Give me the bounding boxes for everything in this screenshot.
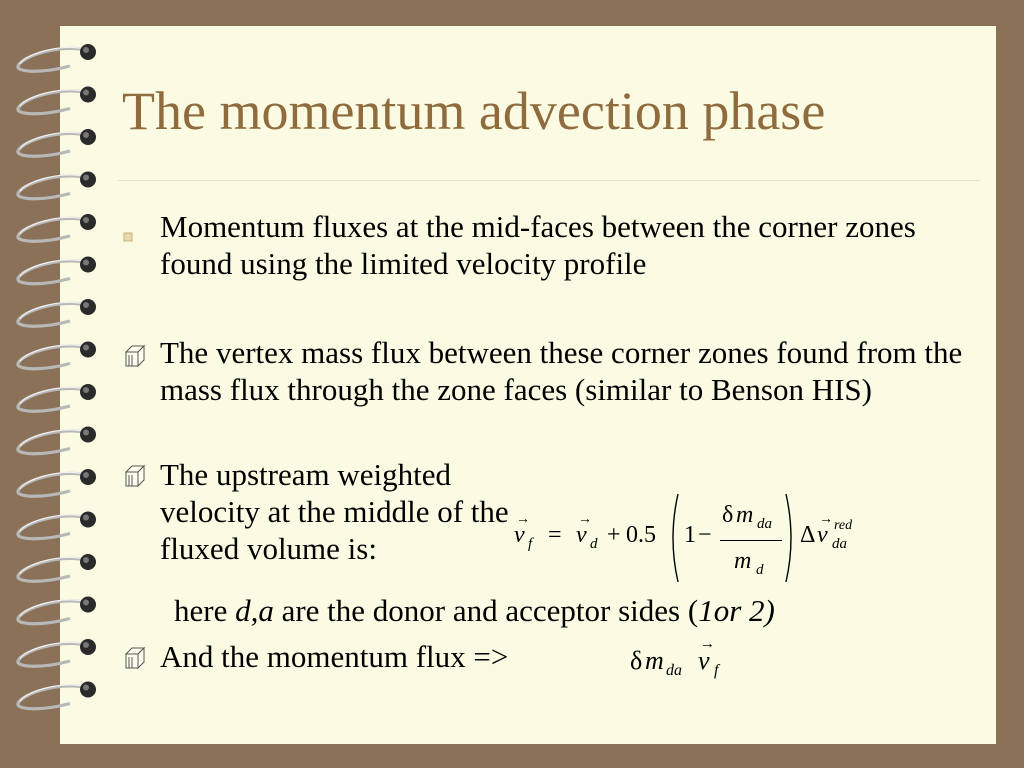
- eq-Delta: Δ: [800, 522, 816, 548]
- spiral-wire: [18, 176, 86, 199]
- right-paren: [782, 492, 798, 584]
- eq-sup-red: red: [834, 518, 853, 533]
- eq-equals: =: [548, 522, 562, 548]
- spiral-wire: [18, 218, 86, 241]
- spiral-wire: [18, 261, 86, 284]
- vector-arrow: →: [516, 512, 530, 527]
- eq-vec-v-da: v: [817, 522, 828, 548]
- book-pages-icon: [122, 342, 148, 370]
- bullet-4: [160, 638, 620, 675]
- bullet-3-text: The upstream weighted velocity at the middle of the fluxed volume is:: [160, 457, 509, 566]
- vector-arrow: →: [700, 636, 715, 652]
- spiral-wire: [18, 388, 86, 411]
- bullet-2: [160, 334, 990, 408]
- spiral-wire: [18, 48, 86, 71]
- bullet-1-text: Momentum fluxes at the mid-faces between the corner zones found using the limited velocity profile: [160, 209, 916, 281]
- note-suffix: ): [764, 593, 775, 628]
- spiral-wire: [18, 303, 86, 326]
- flux-v: v: [698, 646, 710, 675]
- small-square-bullet-icon: [122, 228, 134, 242]
- vector-arrow: →: [819, 512, 833, 527]
- eq-sub-da: da: [757, 516, 772, 532]
- eq-one: 1: [684, 522, 696, 548]
- eq-m-den: m: [734, 548, 752, 574]
- bullet-1: [160, 208, 990, 282]
- fraction-bar: [720, 540, 782, 541]
- left-paren: [666, 492, 682, 584]
- eq-delta: δ: [722, 502, 734, 528]
- spiral-wire: [18, 431, 86, 454]
- flux-delta: δ: [630, 646, 643, 675]
- eq-plus: +: [607, 522, 621, 548]
- spiral-wire: [18, 346, 86, 369]
- spiral-wire: [18, 473, 86, 496]
- note-middle: are the donor and acceptor sides (: [273, 593, 699, 628]
- eq-coef: 0.5: [626, 522, 656, 548]
- spiral-wire: [18, 516, 86, 539]
- slide-title: The momentum advection phase: [122, 81, 826, 141]
- spiral-binding: [0, 0, 110, 768]
- spiral-wire: [18, 91, 86, 114]
- note-prefix: here: [174, 593, 236, 628]
- bullet-3: [160, 456, 520, 567]
- spiral-wire: [18, 558, 86, 581]
- flux-m: m: [645, 646, 664, 675]
- eq-sub-da2: da: [832, 536, 847, 552]
- book-pages-icon: [122, 462, 148, 490]
- spiral-wire: [18, 643, 86, 666]
- eq-m-num: m: [736, 502, 754, 528]
- book-pages-icon: [122, 644, 148, 672]
- title-divider: [118, 180, 980, 181]
- note-paren: 1or 2: [698, 593, 765, 628]
- vector-arrow: →: [578, 512, 592, 527]
- spiral-wire: [18, 601, 86, 624]
- eq-vec-v-f: v: [514, 522, 525, 548]
- flux-sub-f: f: [714, 662, 719, 679]
- bullet-2-text: The vertex mass flux between these corner zones found from the mass flux through the zone faces (similar to Benson HIS): [160, 335, 963, 407]
- eq-vec-v-d: v: [576, 522, 587, 548]
- eq-sub-f: f: [528, 536, 533, 552]
- eq-sub-d: d: [590, 536, 598, 552]
- bullet-4-text: And the momentum flux =>: [160, 639, 509, 674]
- eq-sub-d2: d: [756, 562, 764, 578]
- flux-sub-da: da: [666, 662, 682, 679]
- spiral-wire: [18, 133, 86, 156]
- donor-acceptor-note: [174, 592, 775, 629]
- note-vars: d,a: [235, 593, 274, 628]
- eq-minus: −: [698, 522, 712, 548]
- spiral-wire: [18, 686, 86, 709]
